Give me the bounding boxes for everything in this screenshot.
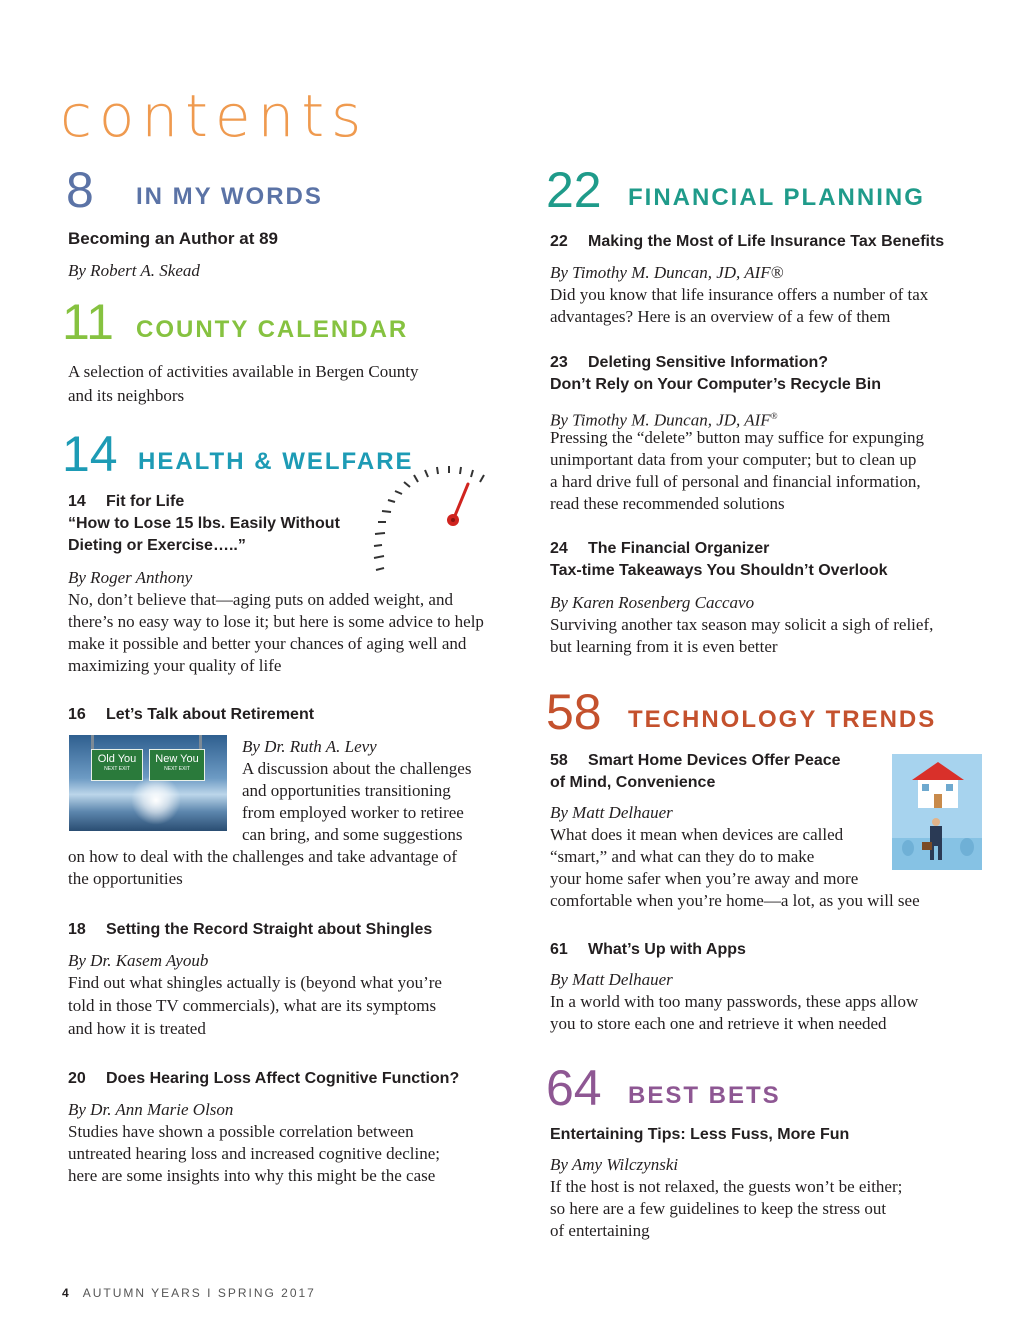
tree-icon bbox=[960, 838, 974, 856]
sign-exit: NEXT EXIT bbox=[104, 766, 130, 772]
article-description: there’s no easy way to lose it; but here is some advice to help bbox=[68, 612, 484, 631]
article-author: By Amy Wilczynski bbox=[550, 1155, 679, 1174]
article-page: 18 bbox=[68, 921, 86, 938]
article-page: 14 bbox=[68, 493, 86, 510]
article-title-text: Fit for Life bbox=[106, 493, 185, 510]
article-author: By Matt Delhauer bbox=[550, 803, 673, 822]
article-author: By Dr. Ann Marie Olson bbox=[68, 1100, 234, 1119]
article-subtitle: Dieting or Exercise…..” bbox=[68, 537, 246, 554]
briefcase-icon bbox=[922, 842, 932, 850]
article-title bbox=[550, 939, 746, 961]
article-page: 16 bbox=[68, 706, 86, 723]
window-icon bbox=[922, 784, 929, 791]
article-title bbox=[68, 704, 314, 726]
section-number: 14 bbox=[62, 426, 118, 482]
retirement-signs-image bbox=[69, 735, 227, 831]
section-number: 58 bbox=[546, 684, 602, 740]
article-author-name: By Timothy M. Duncan, JD, AIF bbox=[550, 410, 771, 430]
article-description: Pressing the “delete” button may suffice for expunging bbox=[550, 428, 925, 447]
article-description: A selection of activities available in Bergen County bbox=[68, 362, 419, 381]
footer-publication: AUTUMN YEARS I SPRING 2017 bbox=[82, 1286, 316, 1300]
article-author: By Robert A. Skead bbox=[68, 261, 200, 280]
article-title-line2: of Mind, Convenience bbox=[550, 774, 716, 791]
article-title bbox=[68, 1068, 459, 1090]
page-footer bbox=[62, 1286, 316, 1300]
section-number: 22 bbox=[546, 162, 602, 218]
page-title: contents bbox=[60, 82, 369, 150]
article-author: By Roger Anthony bbox=[68, 568, 193, 587]
old-you-sign bbox=[91, 749, 143, 781]
sign-exit: NEXT EXIT bbox=[164, 766, 190, 772]
article-description: Surviving another tax season may solicit a sigh of relief, bbox=[550, 615, 934, 634]
article-description: a hard drive full of personal and financial information, bbox=[550, 472, 921, 491]
section-title: FINANCIAL PLANNING bbox=[628, 184, 925, 211]
article-description: A discussion about the challenges bbox=[242, 759, 472, 778]
article-title bbox=[550, 352, 828, 374]
article-description: unimportant data from your computer; but to clean up bbox=[550, 450, 917, 469]
article-description: but learning from it is even better bbox=[550, 637, 778, 656]
article-description: of entertaining bbox=[550, 1221, 650, 1240]
tree-icon bbox=[902, 840, 914, 856]
house-roof-icon bbox=[912, 762, 964, 780]
article-subtitle: Don’t Rely on Your Computer’s Recycle Bin bbox=[550, 376, 882, 393]
article-description: and its neighbors bbox=[68, 386, 185, 405]
section-title: HEALTH & WELFARE bbox=[138, 448, 414, 475]
article-title-text: Smart Home Devices Offer Peace bbox=[588, 752, 841, 769]
door-icon bbox=[934, 794, 942, 808]
article-description: and opportunities transitioning bbox=[242, 781, 451, 800]
registered-mark: ® bbox=[770, 411, 778, 421]
article-description: from employed worker to retiree bbox=[242, 803, 464, 822]
new-you-sign bbox=[149, 749, 205, 781]
section-number: 64 bbox=[546, 1060, 602, 1116]
article-title bbox=[68, 491, 184, 513]
article-subtitle: “How to Lose 15 lbs. Easily Without bbox=[68, 515, 340, 532]
article-author: By Matt Delhauer bbox=[550, 970, 673, 989]
article-title bbox=[550, 231, 944, 253]
article-title bbox=[550, 750, 841, 772]
scale-gauge-icon bbox=[356, 462, 496, 582]
article-description: Find out what shingles actually is (beyond what you’re bbox=[68, 973, 442, 992]
window-icon bbox=[946, 784, 953, 791]
article-author: By Dr. Kasem Ayoub bbox=[68, 951, 209, 970]
article-author: By Timothy M. Duncan, JD, AIF® bbox=[550, 263, 784, 282]
article-title-text: Setting the Record Straight about Shingles bbox=[106, 921, 433, 938]
section-number: 11 bbox=[62, 294, 114, 350]
section-title: COUNTY CALENDAR bbox=[136, 316, 409, 343]
section-title: TECHNOLOGY TRENDS bbox=[628, 706, 937, 733]
article-description: told in those TV commercials), what are its symptoms bbox=[68, 996, 437, 1015]
article-page: 24 bbox=[550, 540, 568, 557]
article-page: 22 bbox=[550, 233, 568, 250]
article-title: Becoming an Author at 89 bbox=[68, 229, 279, 248]
article-description: the opportunities bbox=[68, 869, 183, 888]
article-description: “smart,” and what can they do to make bbox=[550, 847, 815, 866]
article-author: By Karen Rosenberg Caccavo bbox=[550, 593, 755, 612]
section-number: 8 bbox=[66, 162, 94, 218]
article-title bbox=[550, 538, 769, 560]
sign-label: New You bbox=[155, 753, 199, 765]
article-page: 20 bbox=[68, 1070, 86, 1087]
section-title: IN MY WORDS bbox=[136, 183, 323, 210]
article-description: and how it is treated bbox=[68, 1019, 206, 1038]
sign-label: Old You bbox=[97, 753, 137, 765]
article-title bbox=[68, 919, 432, 941]
smart-home-illustration bbox=[892, 754, 982, 870]
article-title-text: Deleting Sensitive Information? bbox=[588, 354, 829, 371]
page-number: 4 bbox=[62, 1286, 69, 1300]
article-title-text: The Financial Organizer bbox=[588, 540, 770, 557]
article-page: 61 bbox=[550, 941, 568, 958]
article-description: you to store each one and retrieve it when needed bbox=[550, 1014, 887, 1033]
article-author: By Dr. Ruth A. Levy bbox=[242, 737, 377, 756]
article-title-text: Does Hearing Loss Affect Cognitive Function? bbox=[106, 1070, 460, 1087]
section-title: BEST BETS bbox=[628, 1082, 781, 1109]
article-description: What does it mean when devices are called bbox=[550, 825, 844, 844]
person-leg-icon bbox=[938, 846, 942, 860]
article-title: Entertaining Tips: Less Fuss, More Fun bbox=[550, 1126, 850, 1143]
article-description: make it possible and better your chances of aging well and bbox=[68, 634, 467, 653]
article-description: so here are a few guidelines to keep the stress out bbox=[550, 1199, 887, 1218]
article-description: No, don’t believe that—aging puts on added weight, and bbox=[68, 590, 453, 609]
article-description: In a world with too many passwords, these apps allow bbox=[550, 992, 919, 1011]
article-description: advantages? Here is an overview of a few of them bbox=[550, 307, 891, 326]
article-page: 58 bbox=[550, 752, 568, 769]
article-subtitle: Tax-time Takeaways You Shouldn’t Overlook bbox=[550, 562, 888, 579]
article-description: untreated hearing loss and increased cognitive decline; bbox=[68, 1144, 440, 1163]
sun-glow-icon bbox=[131, 775, 181, 825]
article-description: your home safer when you’re away and more bbox=[550, 869, 859, 888]
article-title-text: Let’s Talk about Retirement bbox=[106, 706, 315, 723]
article-title-text: Making the Most of Life Insurance Tax Benefits bbox=[588, 233, 945, 250]
article-page: 23 bbox=[550, 354, 568, 371]
article-description: comfortable when you’re home—a lot, as you will see bbox=[550, 891, 920, 910]
article-description: can bring, and some suggestions bbox=[242, 825, 463, 844]
article-description: on how to deal with the challenges and take advantage of bbox=[68, 847, 457, 866]
article-description: maximizing your quality of life bbox=[68, 656, 282, 675]
article-description: Did you know that life insurance offers a number of tax bbox=[550, 285, 929, 304]
article-description: read these recommended solutions bbox=[550, 494, 785, 513]
article-description: Studies have shown a possible correlation between bbox=[68, 1122, 414, 1141]
article-title-text: What’s Up with Apps bbox=[588, 941, 746, 958]
article-description: If the host is not relaxed, the guests won’t be either; bbox=[550, 1177, 903, 1196]
article-description: here are some insights into why this might be the case bbox=[68, 1166, 436, 1185]
person-head-icon bbox=[932, 818, 940, 826]
